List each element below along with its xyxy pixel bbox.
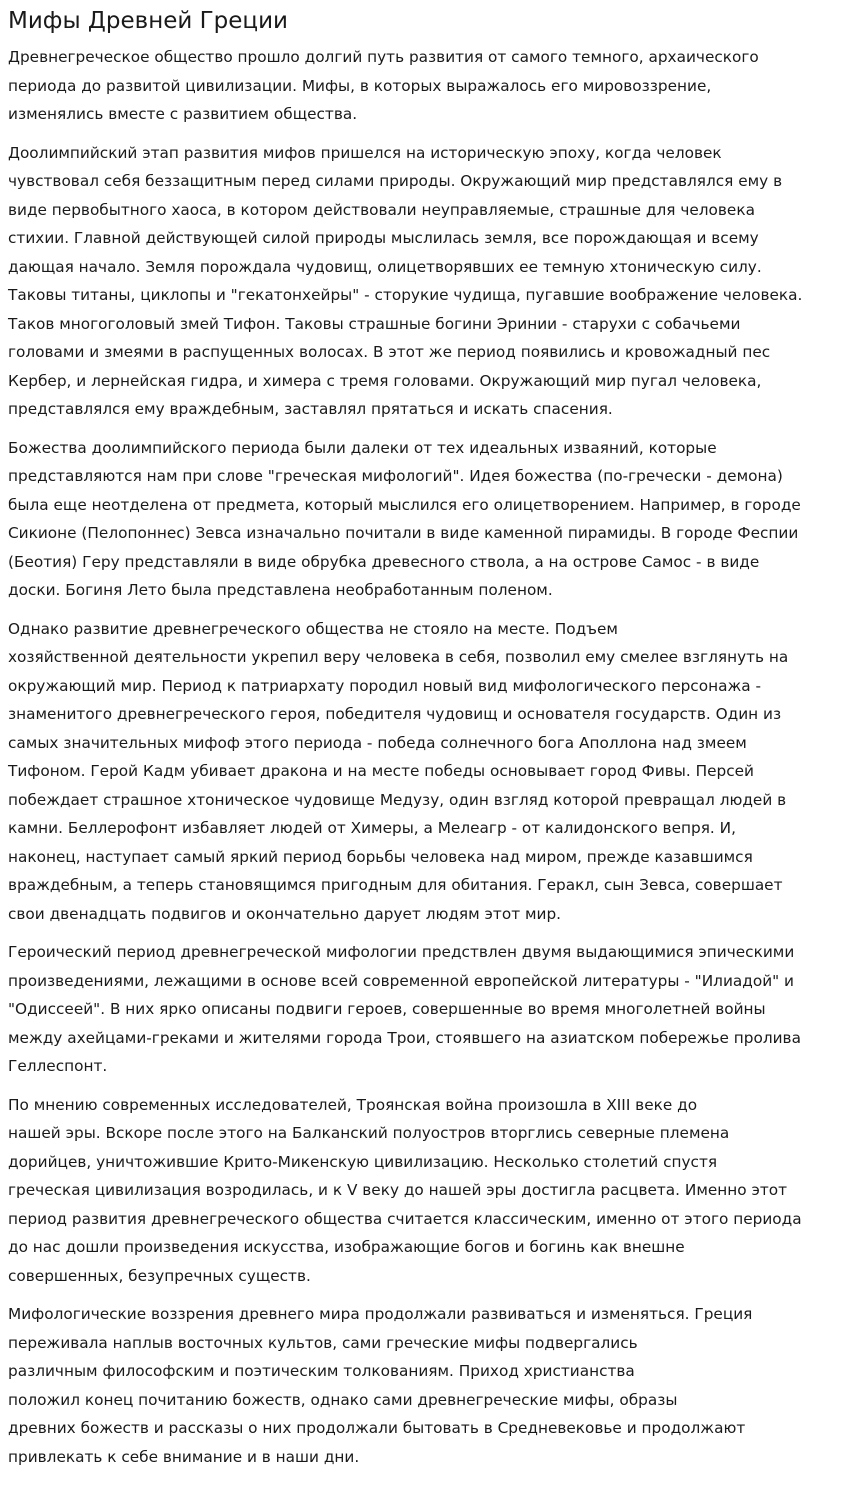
paragraph: Героический период древнегреческой мифологии предствлен двумя выдающимися эпическими произведениями, лежащими в основе всей современной европейской литературы - "Илиадой" и "Одиссеей". В них ярко описаны подвиги героев, совершенные во время многолетней войны между ахейцами-греками и жителями города Трои, стоявшего на азиатском побережье пролива Геллеспонт. [8,943,801,1075]
paragraph: Однако развитие древнегреческого общества не стояло на месте. Подъем хозяйственной деятельности укрепил веру человека в себя, позволил ему смелее взглянуть на окружающий мир. Период к патриархату породил новый вид мифологического персонажа - знаменитого древнегреческого героя, победителя чудовищ и основателя государств. Один из самых значительных мифоф этого периода - победа солнечного бога Аполлона над змеем Тифоном. Герой Кадм убивает дракона и на месте победы основывает город Фивы. Персей побеждает страшное хтоническое чудовище Медузу, один взгляд которой превращал людей в камни. Беллерофонт избавляет людей от Химеры, а Мелеагр - от калидонского вепря. И, наконец, наступает самый яркий период борьбы человека над миром, прежде казавшимся враждебным, а теперь становящимся пригодным для обитания. Геракл, сын Зевса, совершает свои двенадцать подвигов и окончательно дарует людям этот мир. [8,619,789,923]
paragraph: Доолимпийский этап развития мифов пришелся на историческую эпоху, когда человек чувствовал себя беззащитным перед силами природы. Окружающий мир представлялся ему в виде первобытного хаоса, в котором действовали неуправляемые, страшные для человека стихии. Главной действующей силой природы мыслилась земля, все порождающая и всему дающая начало. Земля порождала чудовищ, олицетворявших ее темную хтоническую силу. Таковы титаны, циклопы и "гекатонхейры" - сторукие чудища, пугавшие воображение человека. Таков многоголовый змей Тифон. Таковы страшные богини Эринии - старухи с собачьеми головами и змеями в распущенных волосах. В этот же период появились и кровожадный пес Кербер, и лернейская гидра, и химера с тремя головами. Окружающий мир пугал человека, представлялся ему враждебным, заставлял прятаться и искать спасения. [8,143,803,418]
paragraph: Божества доолимпийского периода были далеки от тех идеальных изваяний, которые представляются нам при слове "греческая мифологий". Идея божества (по-гречески - демона) была еще неотделена от предмета, который мыслился его олицетворением. Например, в городе Сикионе (Пелопоннес) Зевса изначально почитали в виде каменной пирамиды. В городе Феспии (Беотия) Геру представляли в виде обрубка древесного ствола, а на острове Самос - в виде доски. Богиня Лето была представлена необработанным поленом. [8,438,801,599]
paragraph: Древнегреческое общество прошло долгий путь развития от самого темного, архаического периода до развитой цивилизации. Мифы, в которых выражалось его мировоззрение, изменялись вместе с развитием общества. [8,48,759,123]
paragraph: Мифологические воззрения древнего мира продолжали развиваться и изменяться. Греция переживала наплыв восточных культов, сами греческие мифы подвергались различным философским и поэтическим толкованиям. Приход христианства положил конец почитанию божеств, однако сами древнегреческие мифы, образы древних божеств и рассказы о них продолжали бытовать в Средневековье и продолжают привлекать к себе внимание и в наши дни. [8,1305,753,1466]
paragraph: По мнению современных исследователей, Троянская война произошла в XIII веке до нашей эры. Вскоре после этого на Балканский полуостров вторглись северные племена дорийцев, уничтожившие Крито-Микенскую цивилизацию. Несколько столетий спустя греческая цивилизация возродилась, и к V веку до нашей эры достигла расцвета. Именно этот период развития древнегреческого общества считается классическим, именно от этого периода до нас дошли произведения искусства, изображающие богов и богинь как внешне совершенных, безупречных существ. [8,1095,802,1285]
page-title: Мифы Древней Греции [8,8,288,34]
